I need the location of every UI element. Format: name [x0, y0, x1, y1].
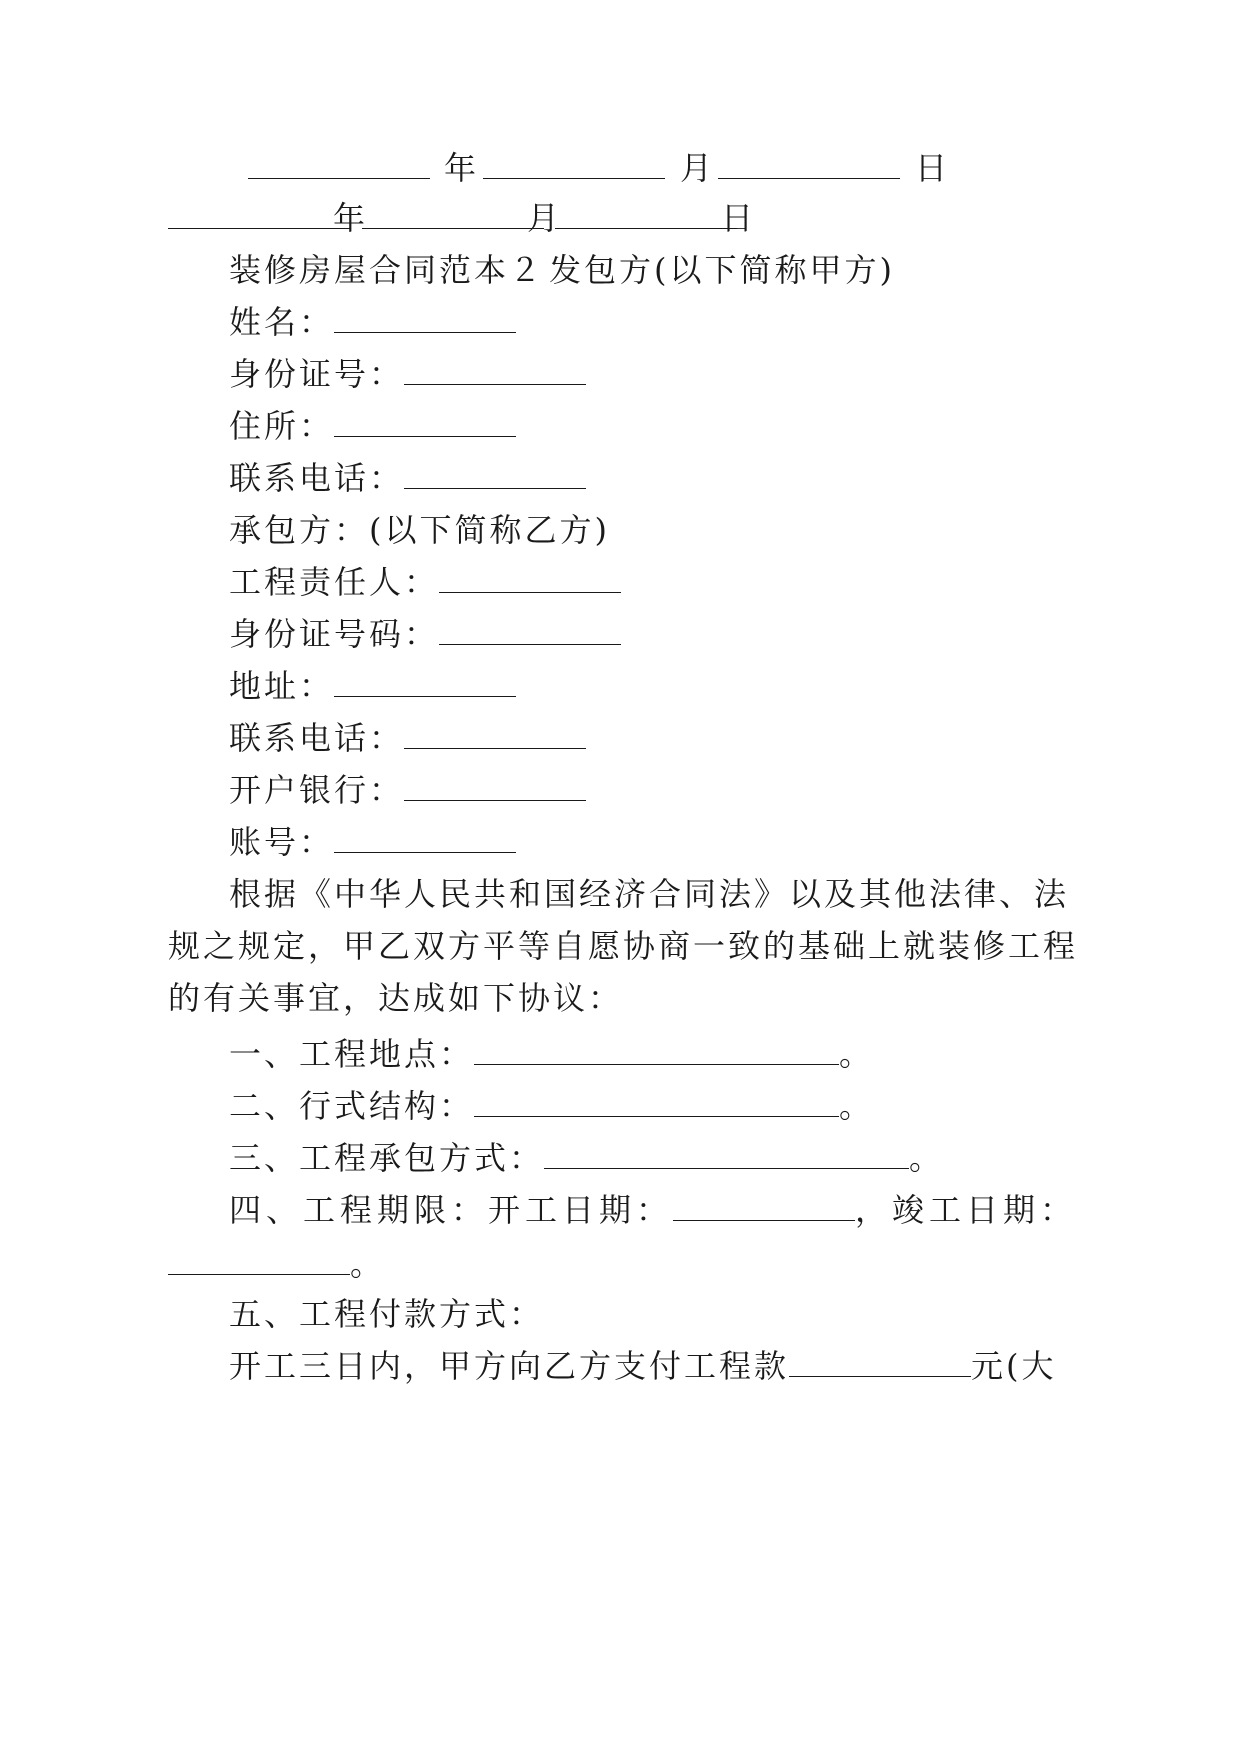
name-blank: [334, 304, 516, 333]
contract-title: 装修房屋合同范本２: [229, 251, 545, 289]
party-b-id-row: [0, 614, 1241, 654]
clause-first-payment: [0, 1346, 1241, 1386]
clause-label: 五、工程付款方式：: [229, 1295, 545, 1333]
clause-structure: [0, 1086, 1241, 1126]
address-blank: [334, 408, 516, 437]
day-label: 日: [721, 199, 757, 237]
clause-label: 二、行式结构：: [229, 1087, 475, 1125]
clause-payment: [0, 1294, 1241, 1334]
site-blank: [474, 1036, 839, 1065]
party-b-heading-text: 承包方：(以下简称乙方): [229, 511, 610, 549]
clause-text: 开工三日内，甲方向乙方支付工程款: [229, 1347, 790, 1385]
contract-mode-blank: [544, 1140, 909, 1169]
bank-blank: [404, 772, 586, 801]
field-label: 联系电话：: [229, 719, 405, 757]
field-label: 住所：: [229, 407, 335, 445]
party-b-heading: [0, 510, 1241, 550]
preamble-line-3: [0, 978, 1241, 1018]
structure-blank: [474, 1088, 839, 1117]
amount-blank: [789, 1348, 971, 1377]
party-b-phone-row: [0, 718, 1241, 758]
party-a-id-row: [0, 354, 1241, 394]
year-blank: [168, 200, 350, 229]
field-label: 身份证号：: [229, 355, 405, 393]
party-b-address-row: [0, 666, 1241, 706]
party-a-heading: 发包方(以下简称甲方): [549, 251, 895, 289]
field-label: 身份证号码：: [229, 615, 440, 653]
party-a-phone-row: [0, 458, 1241, 498]
field-label: 工程责任人：: [229, 563, 440, 601]
party-b-responsible-row: [0, 562, 1241, 602]
id-blank: [439, 616, 621, 645]
year-label: 年: [333, 199, 369, 237]
clause-label: 三、工程承包方式：: [229, 1139, 545, 1177]
amount-unit: 元(大: [971, 1347, 1057, 1385]
preamble-line-1: [0, 874, 1241, 914]
field-label: 地址：: [229, 667, 335, 705]
party-b-bank-row: [0, 770, 1241, 810]
address-blank: [334, 668, 516, 697]
clause-contract-mode: [0, 1138, 1241, 1178]
day-blank: [555, 200, 737, 229]
clause-site: [0, 1034, 1241, 1074]
year-label: 年: [444, 149, 480, 187]
period-mark: 。: [909, 1139, 945, 1177]
period-mark: 。: [839, 1087, 875, 1125]
id-blank: [404, 356, 586, 385]
phone-blank: [404, 720, 586, 749]
party-b-account-row: [0, 822, 1241, 862]
period-mark: 。: [839, 1035, 875, 1073]
year-blank: [248, 150, 430, 179]
month-blank: [362, 200, 544, 229]
party-a-address-row: [0, 406, 1241, 446]
preamble-text: 的有关事宜，达成如下协议：: [168, 979, 624, 1017]
clause-label: 四、工程期限：开工日期：: [229, 1191, 674, 1229]
day-blank: [718, 150, 900, 179]
responsible-blank: [439, 564, 621, 593]
preamble-text: 规之规定，甲乙双方平等自愿协商一致的基础上就装修工程: [168, 927, 1079, 965]
preamble-text: 根据《中华人民共和国经济合同法》以及其他法律、法: [229, 875, 1070, 913]
field-label: 姓名：: [229, 303, 335, 341]
start-date-blank: [673, 1192, 855, 1221]
field-label: 联系电话：: [229, 459, 405, 497]
completion-date-blank: [168, 1246, 350, 1275]
day-label: 日: [915, 149, 951, 187]
month-label: 月: [680, 149, 716, 187]
preamble-line-2: [0, 926, 1241, 966]
month-label: 月: [527, 199, 563, 237]
period-mark: 。: [350, 1245, 386, 1283]
account-blank: [334, 824, 516, 853]
party-a-name-row: [0, 302, 1241, 342]
clause-period-continued: [0, 1244, 1241, 1284]
field-label: 账号：: [229, 823, 335, 861]
completion-label: ，竣工日期：: [855, 1191, 1078, 1229]
phone-blank: [404, 460, 586, 489]
month-blank: [483, 150, 665, 179]
clause-period: [0, 1190, 1241, 1230]
clause-label: 一、工程地点：: [229, 1035, 475, 1073]
field-label: 开户银行：: [229, 771, 405, 809]
